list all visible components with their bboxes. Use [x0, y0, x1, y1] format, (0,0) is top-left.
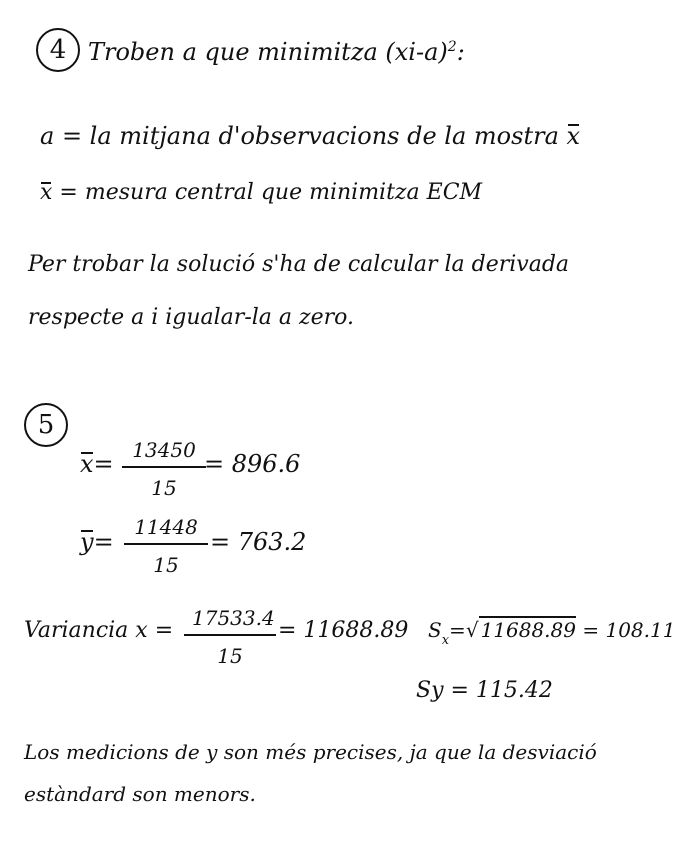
- problem-number-5: 5: [24, 403, 68, 447]
- conclusion-line-1: Los medicions de y son més precises, ja que la desviació: [24, 740, 597, 764]
- xbar-label: x=: [80, 450, 114, 478]
- ybar-label: y=: [80, 528, 114, 556]
- ybar-fraction: $\frac{11448}{15}$: [124, 515, 208, 577]
- variance-result: = 11688.89: [278, 618, 409, 643]
- sy-expression: Sy = 115.42: [416, 678, 553, 703]
- conclusion-line-2: estàndard son menors.: [24, 782, 256, 806]
- p4-line-3: x = mesura central que minimitza ECM: [40, 180, 483, 205]
- sx-expression: $S_x=√$ 11688.89 = 108.11: [428, 618, 675, 648]
- p4-line-5: respecte a i igualar-la a zero.: [28, 305, 354, 330]
- variance-label: Variancia x =: [24, 618, 174, 643]
- p4-line-1: Troben a que minimitza $(xi-a)^2$:: [88, 38, 465, 66]
- xbar-result: = 896.6: [204, 450, 301, 478]
- xbar-fraction: $\frac{13450}{15}$: [122, 438, 206, 500]
- p4-line-2: a = la mitjana d'observacions de la mostra x: [40, 122, 581, 150]
- p4-line-4: Per trobar la solució s'ha de calcular la derivada: [28, 252, 570, 277]
- variance-fraction: $\frac{17533.4}{15}$: [184, 606, 276, 668]
- problem-number-4: 4: [36, 28, 80, 72]
- ybar-result: = 763.2: [210, 528, 307, 556]
